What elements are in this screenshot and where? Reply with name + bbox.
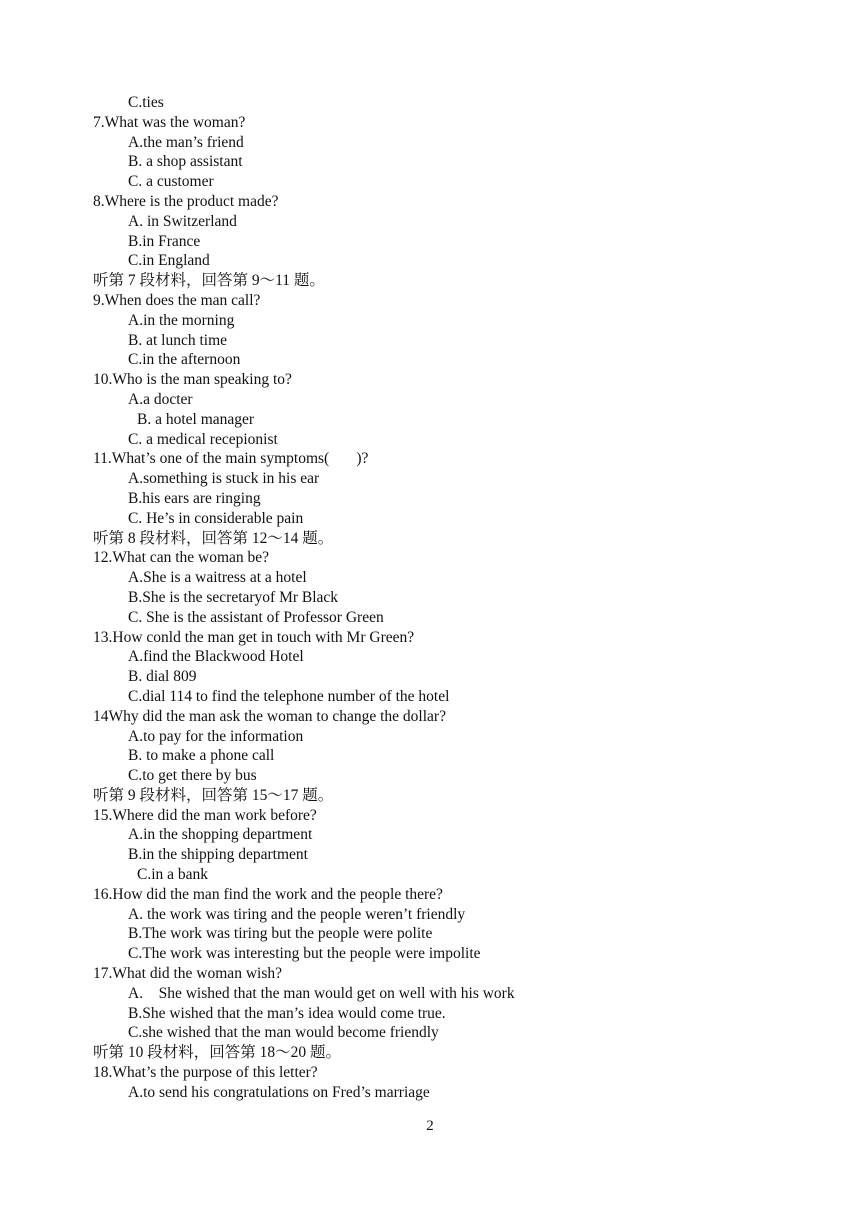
answer-option: B. dial 809 bbox=[128, 668, 197, 686]
answer-option: A.in the shopping department bbox=[128, 826, 313, 844]
question-text: 7.What was the woman? bbox=[93, 113, 246, 131]
answer-option: C.she wished that the man would become friendly bbox=[128, 1024, 439, 1042]
answer-option: C. a customer bbox=[128, 173, 214, 191]
question-text: 18.What’s the purpose of this letter? bbox=[93, 1064, 318, 1082]
exam-content bbox=[0, 93, 860, 1103]
question-text: 12.What can the woman be? bbox=[93, 549, 270, 567]
question-text: 11.What’s one of the main symptoms( )? bbox=[93, 450, 369, 468]
answer-option: B.The work was tiring but the people were polite bbox=[128, 925, 433, 943]
answer-option: A.find the Blackwood Hotel bbox=[128, 648, 304, 666]
answer-option: A. the work was tiring and the people weren’t friendly bbox=[128, 905, 466, 923]
question-text: 9.When does the man call? bbox=[93, 291, 261, 309]
answer-option: B.She is the secretaryof Mr Black bbox=[128, 588, 339, 606]
answer-option: B.She wished that the man’s idea would come true. bbox=[128, 1004, 446, 1022]
page-number: 2 bbox=[426, 1118, 434, 1134]
question-text: 15.Where did the man work before? bbox=[93, 806, 317, 824]
answer-option: C. He’s in considerable pain bbox=[128, 509, 304, 527]
answer-option: C.in the afternoon bbox=[128, 351, 241, 369]
section-instruction: 听第 8 段材料，回答第 12～14 题。 bbox=[93, 529, 334, 547]
answer-option: C.in England bbox=[128, 252, 210, 270]
answer-option: A.something is stuck in his ear bbox=[128, 470, 320, 488]
answer-option: B.in the shipping department bbox=[128, 846, 308, 864]
answer-option: A.in the morning bbox=[128, 311, 235, 329]
answer-option: B.in France bbox=[128, 232, 201, 250]
answer-option: A.the man’s friend bbox=[128, 133, 244, 151]
answer-option: C. a medical recepionist bbox=[128, 430, 278, 448]
answer-option: C.dial 114 to find the telephone number of the hotel bbox=[128, 687, 450, 705]
answer-option: A.to send his congratulations on Fred’s marriage bbox=[128, 1083, 430, 1101]
section-instruction: 听第 7 段材料，回答第 9～11 题。 bbox=[93, 272, 325, 290]
answer-option: B.his ears are ringing bbox=[128, 489, 261, 507]
question-text: 16.How did the man find the work and the people there? bbox=[93, 885, 443, 903]
section-instruction: 听第 9 段材料，回答第 15～17 题。 bbox=[93, 786, 334, 804]
answer-option: A.She is a waitress at a hotel bbox=[128, 569, 307, 587]
question-text: 17.What did the woman wish? bbox=[93, 965, 282, 983]
answer-option: C.to get there by bus bbox=[128, 767, 257, 785]
answer-option: B. at lunch time bbox=[128, 331, 228, 349]
answer-option: A.to pay for the information bbox=[128, 727, 304, 745]
answer-option: A. She wished that the man would get on well with his work bbox=[128, 984, 515, 1002]
answer-option: C. She is the assistant of Professor Green bbox=[128, 608, 384, 626]
answer-option: A. in Switzerland bbox=[128, 212, 237, 230]
answer-option: B. to make a phone call bbox=[128, 747, 275, 765]
question-text: 8.Where is the product made? bbox=[93, 192, 279, 210]
answer-option: C.in a bank bbox=[137, 866, 209, 884]
answer-option: A.a docter bbox=[128, 390, 193, 408]
section-instruction: 听第 10 段材料，回答第 18～20 题。 bbox=[93, 1044, 342, 1062]
answer-option: B. a hotel manager bbox=[137, 410, 255, 428]
question-text: 13.How conld the man get in touch with Mr Green? bbox=[93, 628, 415, 646]
answer-option: C.ties bbox=[128, 94, 164, 111]
question-text: 10.Who is the man speaking to? bbox=[93, 371, 292, 389]
answer-option: B. a shop assistant bbox=[128, 153, 243, 171]
question-text: 14Why did the man ask the woman to change the dollar? bbox=[93, 707, 446, 725]
answer-option: C.The work was interesting but the people were impolite bbox=[128, 945, 481, 963]
